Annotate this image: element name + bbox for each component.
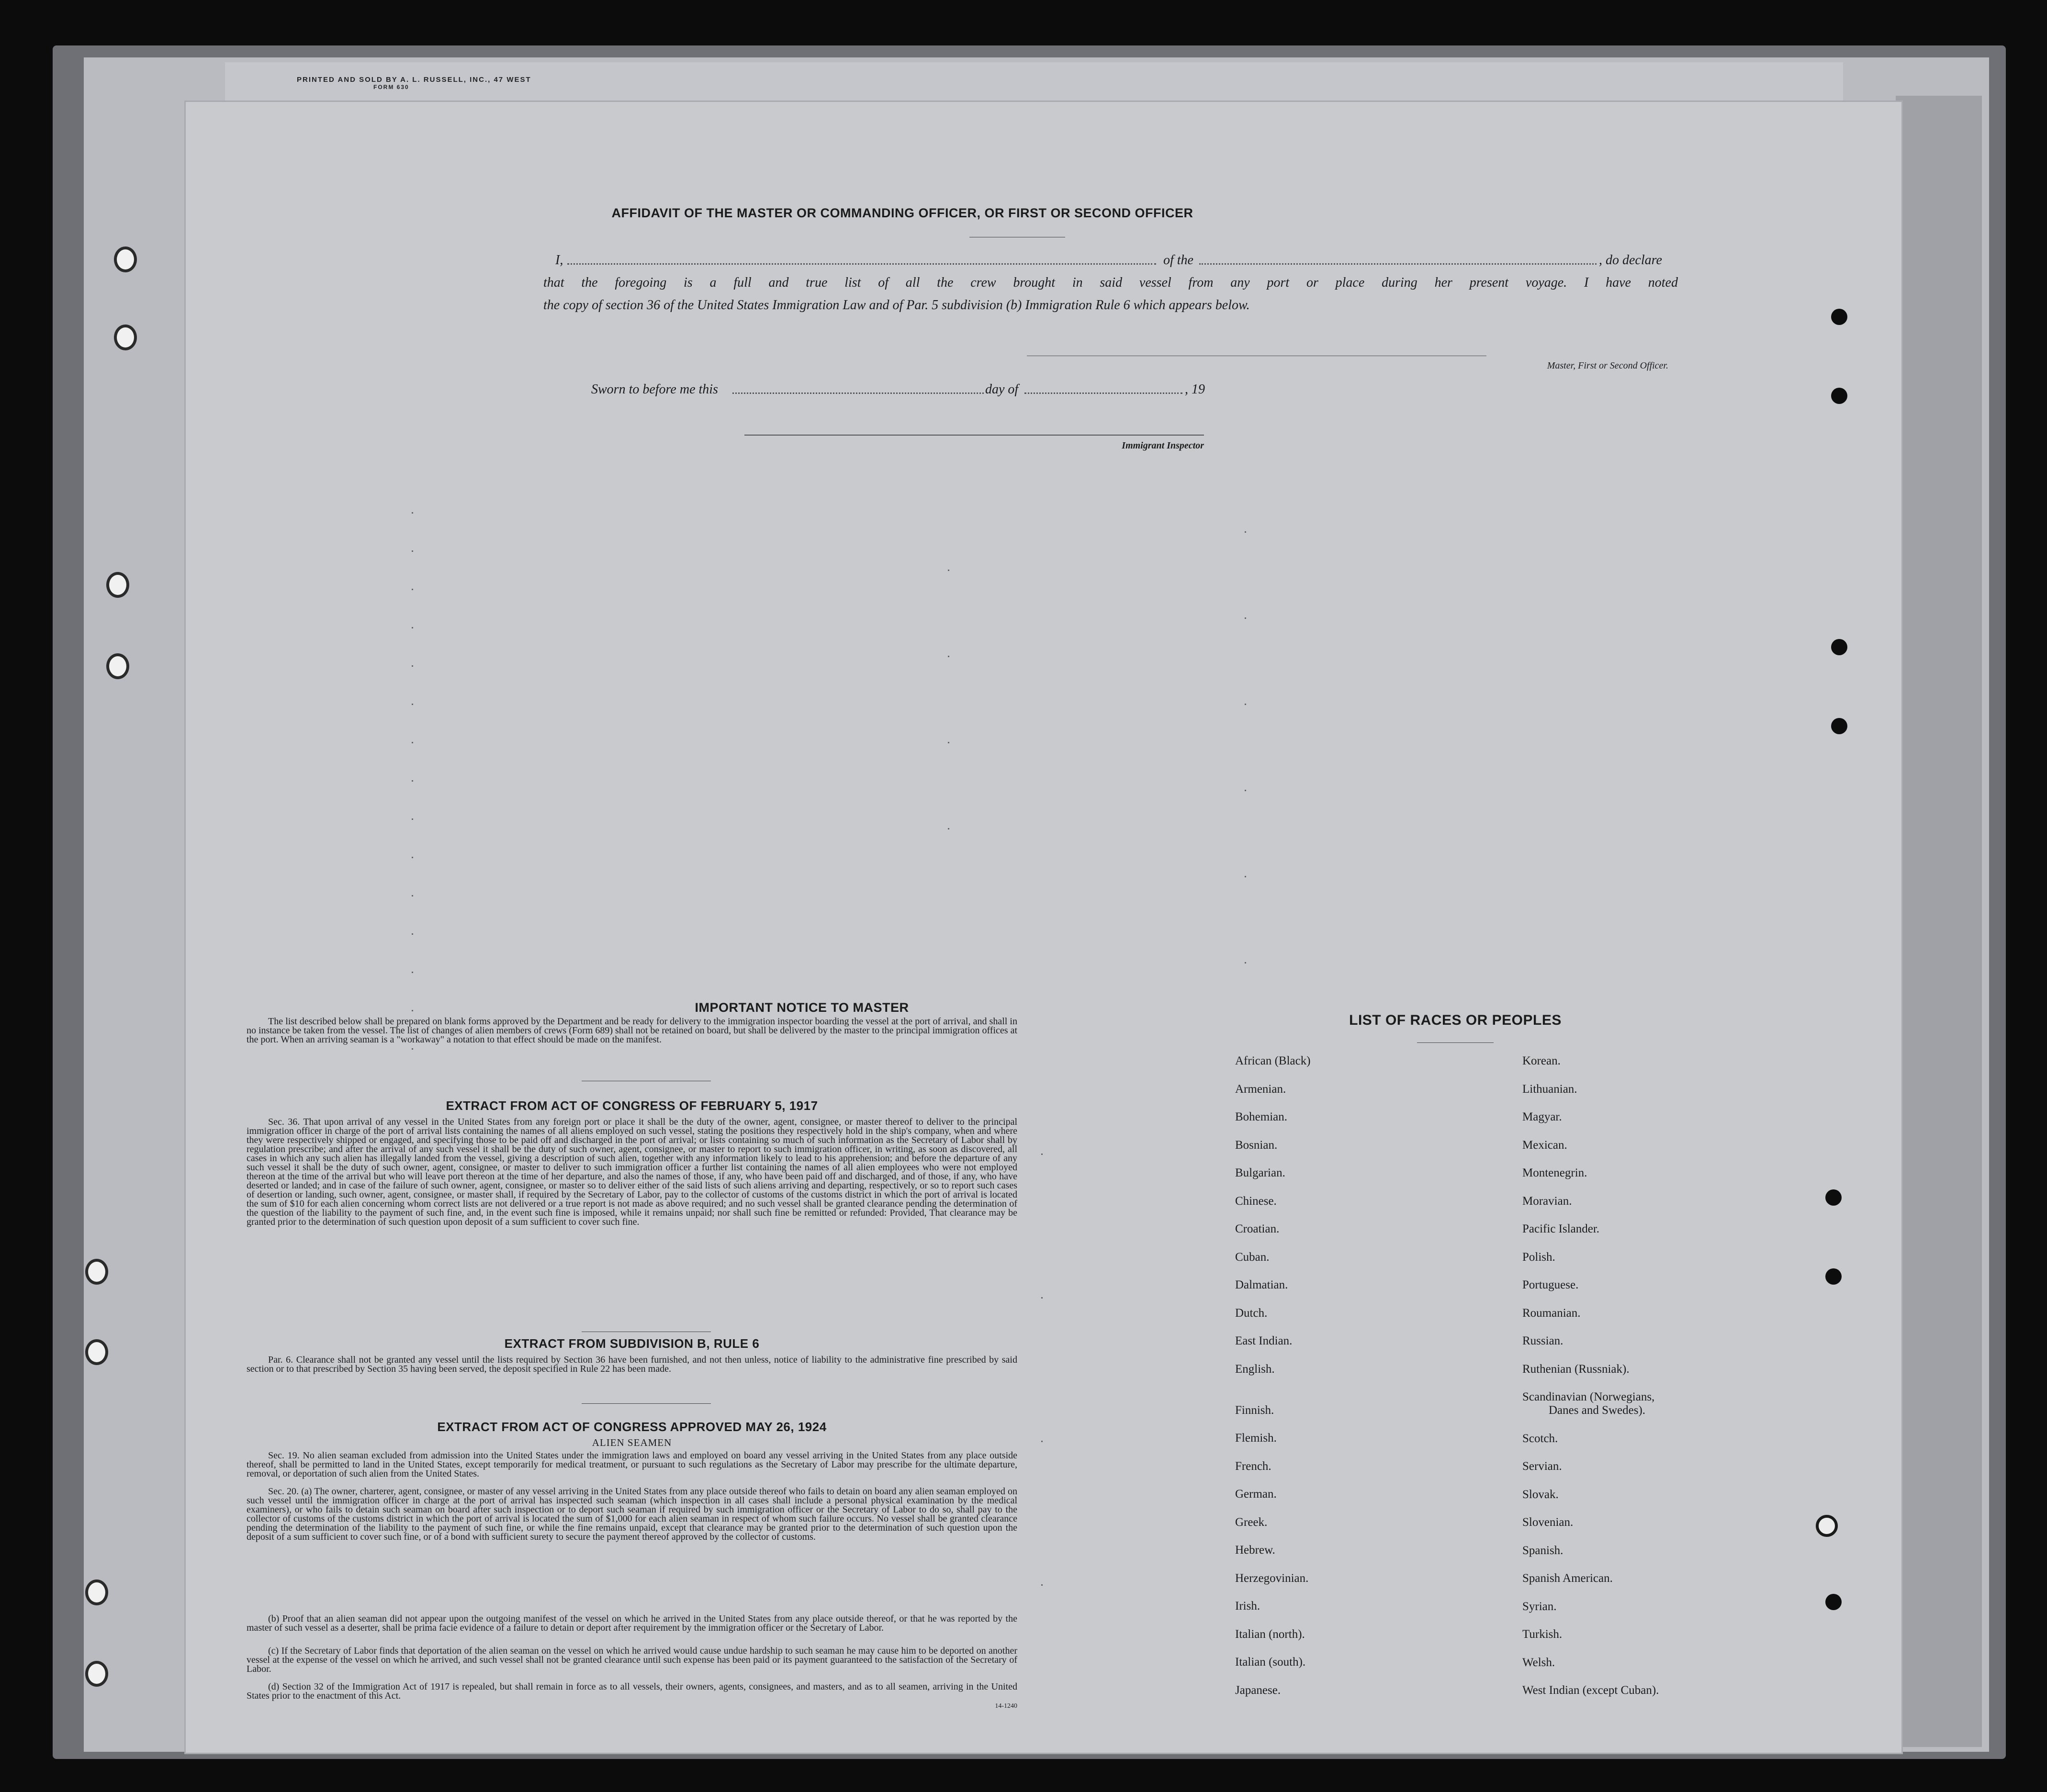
column-mark — [1245, 790, 1246, 791]
column-mark — [412, 512, 413, 514]
declarant-name-field[interactable] — [567, 263, 1156, 265]
master-signature-label: Master, First or Second Officer. — [1547, 360, 1668, 371]
extract-1924-sec20b: (b) Proof that an alien seaman did not appear upon the outgoing manifest of the vessel on which he arrived in the United States from any place outside thereof, or that he was reported by the master of such vessel as a deserter, shall be prima facie evidence of a failure to detain or deport after requirement by the immigration officer or the Secretary of Labor. — [247, 1613, 1017, 1633]
column-mark — [412, 780, 413, 782]
race-item: West Indian (except Cuban). — [1522, 1684, 1659, 1697]
race-item: German. — [1235, 1488, 1277, 1501]
column-mark — [1245, 704, 1246, 705]
race-item: Herzegovinian. — [1235, 1571, 1309, 1585]
race-item: Scandinavian (Norwegians, — [1522, 1390, 1655, 1403]
race-item: Italian (south). — [1235, 1656, 1306, 1669]
binder-hole — [85, 1339, 108, 1365]
race-item: Bohemian. — [1235, 1110, 1288, 1123]
race-item: Magyar. — [1522, 1110, 1562, 1123]
column-mark — [412, 704, 413, 705]
punch-hole — [1831, 388, 1847, 404]
extract-1924-subtitle: ALIEN SEAMEN — [592, 1437, 672, 1448]
race-item: Dutch. — [1235, 1306, 1268, 1320]
column-mark — [412, 895, 413, 896]
column-mark — [948, 570, 949, 571]
race-item: Servian. — [1522, 1460, 1562, 1473]
race-item: East Indian. — [1235, 1334, 1293, 1347]
race-item: Italian (north). — [1235, 1627, 1305, 1641]
sworn-label: Sworn to before me this — [591, 382, 718, 397]
races-left-column — [1235, 1054, 1474, 1712]
form-code: 14-1240 — [995, 1702, 1017, 1710]
race-item: Mexican. — [1522, 1138, 1567, 1152]
binder-hole — [85, 1661, 108, 1687]
sworn-day-field[interactable] — [732, 392, 984, 394]
race-item: Bosnian. — [1235, 1138, 1278, 1152]
binder-hole — [85, 1579, 108, 1605]
notice-text: The list described below shall be prepared on blank forms approved by the Department and be ready for delivery to the immigration inspector boarding the vessel at the port of arrival, and shall in no instance be taken from the vessel. The list of changes of alien members of crews (Form 689) shall not be retained on board, but shall be delivered by the master to the principal immigration offices at the port. When an arriving seaman is a "workaway" a notation to that effect should be made on the manifest. — [247, 1016, 1017, 1045]
binder-hole — [106, 653, 129, 679]
race-item: Spanish. — [1522, 1544, 1563, 1557]
race-item: Korean. — [1522, 1054, 1561, 1067]
race-item: Moravian. — [1522, 1194, 1572, 1208]
notice-title: IMPORTANT NOTICE TO MASTER — [695, 1000, 909, 1015]
race-item: Portuguese. — [1522, 1278, 1579, 1291]
race-item: Lithuanian. — [1522, 1082, 1577, 1096]
race-item: Hebrew. — [1235, 1544, 1275, 1557]
column-mark — [412, 818, 413, 820]
year-label: , 19 — [1185, 382, 1205, 397]
column-mark — [1041, 1584, 1043, 1586]
column-mark — [1245, 876, 1246, 877]
race-item: Russian. — [1522, 1334, 1563, 1347]
binder-hole — [114, 325, 137, 350]
day-of-label: day of — [985, 382, 1019, 397]
race-item: Polish. — [1522, 1250, 1555, 1264]
race-item: English. — [1235, 1362, 1275, 1376]
race-item: Ruthenian (Russniak). — [1522, 1362, 1630, 1376]
race-item: Cuban. — [1235, 1250, 1270, 1264]
column-mark — [412, 1010, 413, 1011]
affidavit-line-2: that the foregoing is a full and true list of all the crew brought in said vessel from any port or place during her present voyage. I have noted — [543, 275, 1678, 290]
column-mark — [1041, 1441, 1043, 1442]
punch-hole — [1831, 639, 1847, 655]
column-mark — [412, 550, 413, 552]
declare-text: , do declare — [1599, 253, 1662, 268]
extract-rule6-text: Par. 6. Clearance shall not be granted any vessel until the lists required by Section 36 have been furnished, and not then unless, notice of liability to the administrative fine prescribed by said section or to that prescribed by Section 35 having been served, the deposit specified in Rule 22 has been made. — [247, 1355, 1017, 1374]
punch-hole — [1831, 309, 1847, 325]
column-mark — [948, 828, 949, 829]
races-title: LIST OF RACES OR PEOPLES — [1349, 1012, 1562, 1028]
extract-1924-sec19: Sec. 19. No alien seaman excluded from admission into the United States under the immigration laws and employed on board any vessel arriving in the United States from any place outside thereof, shall be permitted to land in the United States, except temporarily for medical treatment, or pursuant to such regulations as the Secretary of Labor may prescribe for the ultimate departure, removal, or deportation of such alien from the United States. — [247, 1450, 1017, 1479]
sworn-month-field[interactable] — [1024, 392, 1182, 394]
binder-hole — [114, 246, 137, 272]
extract-1924-sec20a: Sec. 20. (a) The owner, charterer, agent, consignee, or master of any vessel arriving in the United States from any place outside thereof who fails to detain on board any alien seaman employed on such vessel until the immigration officer in charge at the port of arrival has inspected such seaman (which inspection in all cases shall include a personal physical examination by the medical examiners), or who fails to detain such seaman on board after such inspection or to deport such seaman if required by such immigration officer or the Secretary of Labor to do so, shall pay to the collector of customs of the customs district in which the port of arrival is located the sum of $1,000 for each alien seaman in respect of whom such failure occurs. No vessel shall be granted clearance pending the determination of the liability to the payment of such fine, or while the fine remains unpaid, except that clearance may be granted prior to the determination of such question upon the deposit of a sum sufficient to cover such fine, or of a bond with sufficient surety to secure the payment thereof approved by the collector of customs. — [247, 1486, 1017, 1542]
races-right-column — [1522, 1054, 1810, 1712]
race-item: Dalmatian. — [1235, 1278, 1288, 1291]
column-mark — [1245, 531, 1246, 533]
column-mark — [412, 589, 413, 590]
race-item: Finnish. — [1235, 1403, 1274, 1417]
race-item: Irish. — [1235, 1600, 1260, 1613]
column-mark — [412, 742, 413, 743]
column-mark — [412, 972, 413, 973]
punch-hole — [1825, 1189, 1842, 1206]
affidavit-title: AFFIDAVIT OF THE MASTER OR COMMANDING OFFICER, OR FIRST OR SECOND OFFICER — [611, 206, 1193, 220]
printer-imprint: PRINTED AND SOLD BY A. L. RUSSELL, INC., 47 WEST FORM 630 — [297, 76, 531, 90]
column-mark — [1041, 1154, 1043, 1155]
race-item: Bulgarian. — [1235, 1166, 1285, 1179]
punch-hole — [1825, 1594, 1842, 1610]
inspector-label: Immigrant Inspector — [1122, 440, 1204, 451]
column-mark — [1041, 1297, 1043, 1299]
extract-1924-title: EXTRACT FROM ACT OF CONGRESS APPROVED MAY 26, 1924 — [437, 1420, 827, 1434]
declarant-label: I, — [555, 253, 563, 268]
column-mark — [948, 656, 949, 657]
race-item: Croatian. — [1235, 1222, 1280, 1235]
binder-hole — [106, 572, 129, 598]
vessel-name-field[interactable] — [1199, 263, 1597, 265]
binder-hole — [85, 1259, 108, 1285]
race-item: Greek. — [1235, 1515, 1268, 1529]
race-item: Syrian. — [1522, 1600, 1557, 1613]
race-item: Japanese. — [1235, 1683, 1281, 1697]
column-mark — [412, 665, 413, 667]
race-item: Turkish. — [1522, 1628, 1563, 1641]
race-item: Slovak. — [1522, 1488, 1559, 1501]
race-item: African (Black) — [1235, 1054, 1311, 1067]
column-mark — [412, 1048, 413, 1050]
punch-hole — [1831, 718, 1847, 734]
inspector-signature-line[interactable] — [744, 435, 1204, 436]
race-item: Armenian. — [1235, 1082, 1286, 1096]
race-item: Flemish. — [1235, 1432, 1277, 1445]
column-mark — [948, 742, 949, 743]
vessel-label: of the — [1163, 253, 1193, 268]
race-item: Scotch. — [1522, 1432, 1558, 1445]
extract-1924-sec20d: (d) Section 32 of the Immigration Act of 1917 is repealed, but shall remain in force as to all vessels, their owners, agents, consignees, and masters, and as to all seamen, arriving in the United States prior to the enactment of this Act. — [247, 1681, 1017, 1701]
column-mark — [1245, 962, 1246, 963]
column-mark — [412, 857, 413, 858]
column-mark — [1245, 617, 1246, 619]
extract-1924-sec20c: (c) If the Secretary of Labor finds that deportation of the alien seaman on the vessel on which he arrived would cause undue hardship to such seaman he may cause him to be deported on another vessel at the expense of the vessel on which he arrived, and such vessel shall not be granted clearance until such expense has been paid or its payment guaranteed to the satisfaction of the Secretary of Labor. — [247, 1646, 1017, 1674]
punch-hole — [1816, 1515, 1838, 1537]
race-item: Welsh. — [1522, 1656, 1555, 1669]
race-item: Spanish American. — [1522, 1572, 1613, 1585]
punch-hole — [1825, 1268, 1842, 1285]
form-page — [184, 101, 1903, 1754]
race-item: French. — [1235, 1459, 1271, 1473]
extract-rule6-title: EXTRACT FROM SUBDIVISION B, RULE 6 — [504, 1336, 760, 1351]
divider — [1417, 1042, 1494, 1043]
race-item: Roumanian. — [1522, 1306, 1581, 1320]
extract-1917-title: EXTRACT FROM ACT OF CONGRESS OF FEBRUARY 5, 1917 — [446, 1098, 818, 1113]
race-item: Pacific Islander. — [1522, 1222, 1600, 1235]
affidavit-line-3: the copy of section 36 of the United States Immigration Law and of Par. 5 subdivision (b) Immigration Rule 6 which appears below. — [543, 298, 1250, 313]
divider — [582, 1403, 711, 1404]
race-item: Slovenian. — [1522, 1516, 1574, 1529]
extract-1917-text: Sec. 36. That upon arrival of any vessel in the United States from any foreign port or place it shall be the duty of the owner, agent, consignee, or master thereof to deliver to the principal immigration officer in charge of the port of arrival lists containing the names of all aliens employed on such vessel, stating the positions they respectively hold in the ship's company, when and where they were respectively shipped or engaged, and specifying those to be paid off and discharged in the port of arrival; or lists containing so much of such information as the Secretary of Labor shall by regulation prescribe; and after the arrival of any such vessel it shall be the duty of such owner, agent, consignee, or master to report to such immigration officer, in writing, as soon as discovered, all cases in which any such alien has illegally landed from the vessel, giving a description of such alien, together with any information likely to lead to his apprehension; and before the departure of any such vessel it shall be the duty of such owner, agent, consignee, or master to deliver to such immigration officer a further list containing the names of all alien employees who were not employed thereon at the time of the arrival but who will leave port thereon at the time of her departure, and also the names of those, if any, who have been paid off and discharged, and of those, if any, who have deserted or landed; and in case of the failure of such owner, agent, consignee, or master so to deliver either of the said lists of such aliens arriving and departing, respectively, or so to report such cases of desertion or landing, such owner, agent, consignee, or master shall, if required by the Secretary of Labor, pay to the collector of customs of the customs district in which the port of arrival is located the sum of $10 for each alien concerning whom correct lists are not delivered or a true report is not made as above required; and no such vessel shall be granted clearance pending the determination of the question of the liability to the payment of such fine, and, in the event such fine is imposed, while it remains unpaid; nor shall such fine be remitted or refunded: Provided, That clearance may be granted prior to the determination of such question upon deposit of a sum sufficient to cover such fine. — [247, 1117, 1017, 1227]
page-edge — [1896, 96, 1982, 1747]
column-mark — [412, 627, 413, 628]
race-item: Montenegrin. — [1522, 1166, 1587, 1179]
race-item: Danes and Swedes). — [1549, 1404, 1646, 1417]
race-item: Chinese. — [1235, 1194, 1277, 1208]
column-mark — [412, 933, 413, 935]
